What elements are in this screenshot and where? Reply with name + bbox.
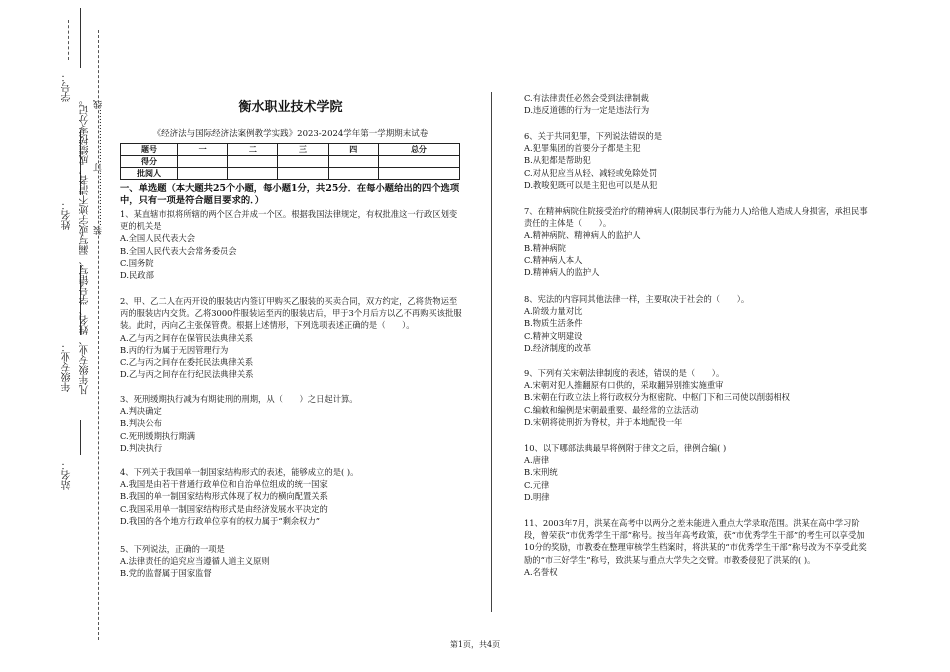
question-8 <box>524 293 869 354</box>
exam-title: 衡水职业技术学院 <box>238 100 343 115</box>
question-option: C.元律 <box>524 479 550 490</box>
question-stem: 6、关于共同犯罪，下列说法错误的是 <box>524 131 663 141</box>
school-blank <box>80 420 81 455</box>
score-cell <box>328 156 378 168</box>
question-option: C.精神病人本人 <box>524 254 583 265</box>
question-option: C.有法律责任必然会受到法律制裁 <box>524 93 649 103</box>
question-stem: 9、下列有关宋朝法律制度的表述，错误的是（ ）。 <box>524 368 725 378</box>
col-header: 三 <box>278 144 328 156</box>
grader-cell <box>278 168 328 180</box>
school-label: 站名： <box>62 460 73 490</box>
score-cell <box>178 156 228 168</box>
column-divider <box>491 92 492 612</box>
score-cell <box>228 156 278 168</box>
student-id-blank <box>80 8 81 68</box>
question-option: B.我国的单一制国家结构形式体现了权力的横向配置关系 <box>120 491 328 502</box>
question-option: D.明律 <box>524 491 550 502</box>
question-option: D.民政部 <box>120 270 154 281</box>
question-option: A.名誉权 <box>524 566 558 577</box>
question-4 <box>120 466 465 527</box>
question-stem: 11、2003年7月，洪某在高考中以两分之差未能进入重点大学录取范围。洪某在高中学习阶段，曾荣获“市优秀学生干部”称号。按当年高考政策，获“市优秀学生干部”的考生可以享受加10分的奖励，市教委在整理审核学生档案时，将洪某的“市优秀学生干部”称号改为不享受此奖励的“市三好学生”称号，致洪某与重点大学失之交臂。市教委侵犯了洪某的( )。 <box>524 518 867 565</box>
col-header: 一 <box>178 144 228 156</box>
question-stem: 2、甲、乙二人在丙开设的服装店内签订甲购买乙服装的买卖合同，双方约定，乙将货物运至丙的服装店内交货。乙将3000件服装运至丙的服装店后，甲于3个月后方以乙不再购买该批服装。此时，丙向乙主张保管费。根据上述情形，下列选项表述正确的是（ ）。 <box>120 296 462 331</box>
grader-cell <box>178 168 228 180</box>
score-table <box>120 143 460 180</box>
question-9 <box>524 367 869 428</box>
question-option: D.乙与丙之间存在行纪民法典律关系 <box>120 369 254 380</box>
question-stem: 8、宪法的内容同其他法律一样，主要取决于社会的（ ）。 <box>524 294 750 304</box>
question-option: C.死刑缓期执行期满 <box>120 430 196 441</box>
question-option: C.对从犯应当从轻、减轻或免除处罚 <box>524 167 658 178</box>
exam-subtitle: 《经济法与国际经济法案例教学实践》2023-2024学年第一学期期末试卷 <box>152 129 429 139</box>
question-option: A.法律责任的追究应当遵循人道主义原则 <box>120 556 270 567</box>
question-option: A.阶级力量对比 <box>524 306 583 317</box>
question-1 <box>120 208 465 281</box>
question-option: B.精神病院 <box>524 242 566 253</box>
question-option: B.物质生活条件 <box>524 318 583 329</box>
question-11 <box>524 517 869 578</box>
question-stem: 10、以下哪部法典最早将例附于律文之后，律例合编( ) <box>524 443 727 453</box>
question-option: B.判决公布 <box>120 418 162 429</box>
row-label: 题号 <box>121 144 178 156</box>
grader-row <box>121 168 460 180</box>
question-option: B.宋刑统 <box>524 467 558 478</box>
question-option: C.国务院 <box>120 257 154 268</box>
grader-cell <box>378 168 459 180</box>
question-option: D.经济制度的改革 <box>524 342 592 353</box>
question-option: B.丙的行为属于无因管理行为 <box>120 344 229 355</box>
question-5-continued <box>524 92 869 116</box>
question-option: B.从犯都是帮助犯 <box>524 155 591 166</box>
question-option: C.乙与丙之间存在委托民法典律关系 <box>120 357 254 368</box>
question-option: A.唐律 <box>524 455 550 466</box>
question-option: C.编敕和编例是宋朝最重要、最经常的立法活动 <box>524 404 699 415</box>
grader-cell <box>228 168 278 180</box>
question-option: D.违反道德的行为一定是违法行为 <box>524 105 650 116</box>
section-heading: 一、单选题（本大题共25个小题，每小题1分，共25分．在每小题给出的四个选项中，只有一项是符合题目要求的．） <box>120 183 460 206</box>
question-option: B.全国人民代表大会常务委员会 <box>120 245 237 256</box>
question-option: A.宋朝对犯人推翻原有口供的，采取翻异别推实施重审 <box>524 380 724 391</box>
question-stem: 1、某直辖市拟将所辖的两个区合并成一个区。根据我国法律规定，有权批准这一行政区划变更的机关是 <box>120 209 458 232</box>
question-option: D.判决执行 <box>120 442 163 453</box>
binding-strip <box>0 0 110 672</box>
score-row-header <box>121 144 460 156</box>
question-stem: 7、在精神病院住院接受治疗的精神病人(限制民事行为能力人)给他人造成人身损害，承担民事责任的主体是（ ）。 <box>524 206 868 229</box>
col-header: 四 <box>328 144 378 156</box>
row-label: 得分 <box>121 156 178 168</box>
question-2 <box>120 295 465 380</box>
name-label: 姓名： <box>62 200 73 230</box>
question-option: A.乙与丙之间存在保管民法典律关系 <box>120 332 254 343</box>
question-5 <box>120 543 465 580</box>
question-7 <box>524 205 869 278</box>
binding-notice: 凡年级专业、姓名、学号错写、漏写或字迹不清者，成绩按零分记。 <box>80 95 91 395</box>
question-option: D.我国的各个地方行政单位享有的权力属于“剩余权力” <box>120 515 321 526</box>
score-cell <box>378 156 459 168</box>
question-option: D.宋朝将徒刑折为脊杖，并于本地配役一年 <box>524 416 683 427</box>
question-10 <box>524 442 869 503</box>
question-stem: 4、下列关于我国单一制国家结构形式的表述，能够成立的是( )。 <box>120 467 359 477</box>
question-option: A.判决确定 <box>120 406 162 417</box>
question-option: C.精神文明建设 <box>524 330 583 341</box>
page-footer: 第1页，共4页 <box>449 640 501 649</box>
grader-cell <box>328 168 378 180</box>
question-option: B.宋朝在行政立法上将行政权分为枢密院、中枢门下和三司使以削弱相权 <box>524 392 790 403</box>
seal-dashed-line-outer <box>68 20 69 60</box>
question-option: D.精神病人的监护人 <box>524 267 600 278</box>
seal-line-text: 装………………订………………线 <box>94 100 104 235</box>
question-option: A.精神病院、精神病人的监护人 <box>524 230 641 241</box>
question-stem: 3、死刑缓期执行减为有期徒刑的刑期，从（ ）之日起计算。 <box>120 394 358 404</box>
student-id-label: 学号： <box>62 72 73 102</box>
seal-dashed-line <box>98 30 99 640</box>
col-header: 总分 <box>378 144 459 156</box>
question-option: B.党的监督属于国家监督 <box>120 568 212 579</box>
question-option: D.教唆犯既可以是主犯也可以是从犯 <box>524 179 658 190</box>
score-cell <box>278 156 328 168</box>
question-3 <box>120 393 465 454</box>
score-row <box>121 156 460 168</box>
question-6 <box>524 130 869 191</box>
question-option: A.犯罪集团的首要分子都是主犯 <box>524 143 641 154</box>
question-option: A.我国是由若干普通行政单位和自治单位组成的统一国家 <box>120 479 328 490</box>
col-header: 二 <box>228 144 278 156</box>
class-label: 年级专业： <box>62 342 73 392</box>
question-stem: 5、下列说法，正确的一项是 <box>120 544 225 554</box>
question-option: C.我国采用单一制国家结构形式是由经济发展水平决定的 <box>120 503 328 514</box>
question-option: A.全国人民代表大会 <box>120 233 196 244</box>
row-label: 批阅人 <box>121 168 178 180</box>
